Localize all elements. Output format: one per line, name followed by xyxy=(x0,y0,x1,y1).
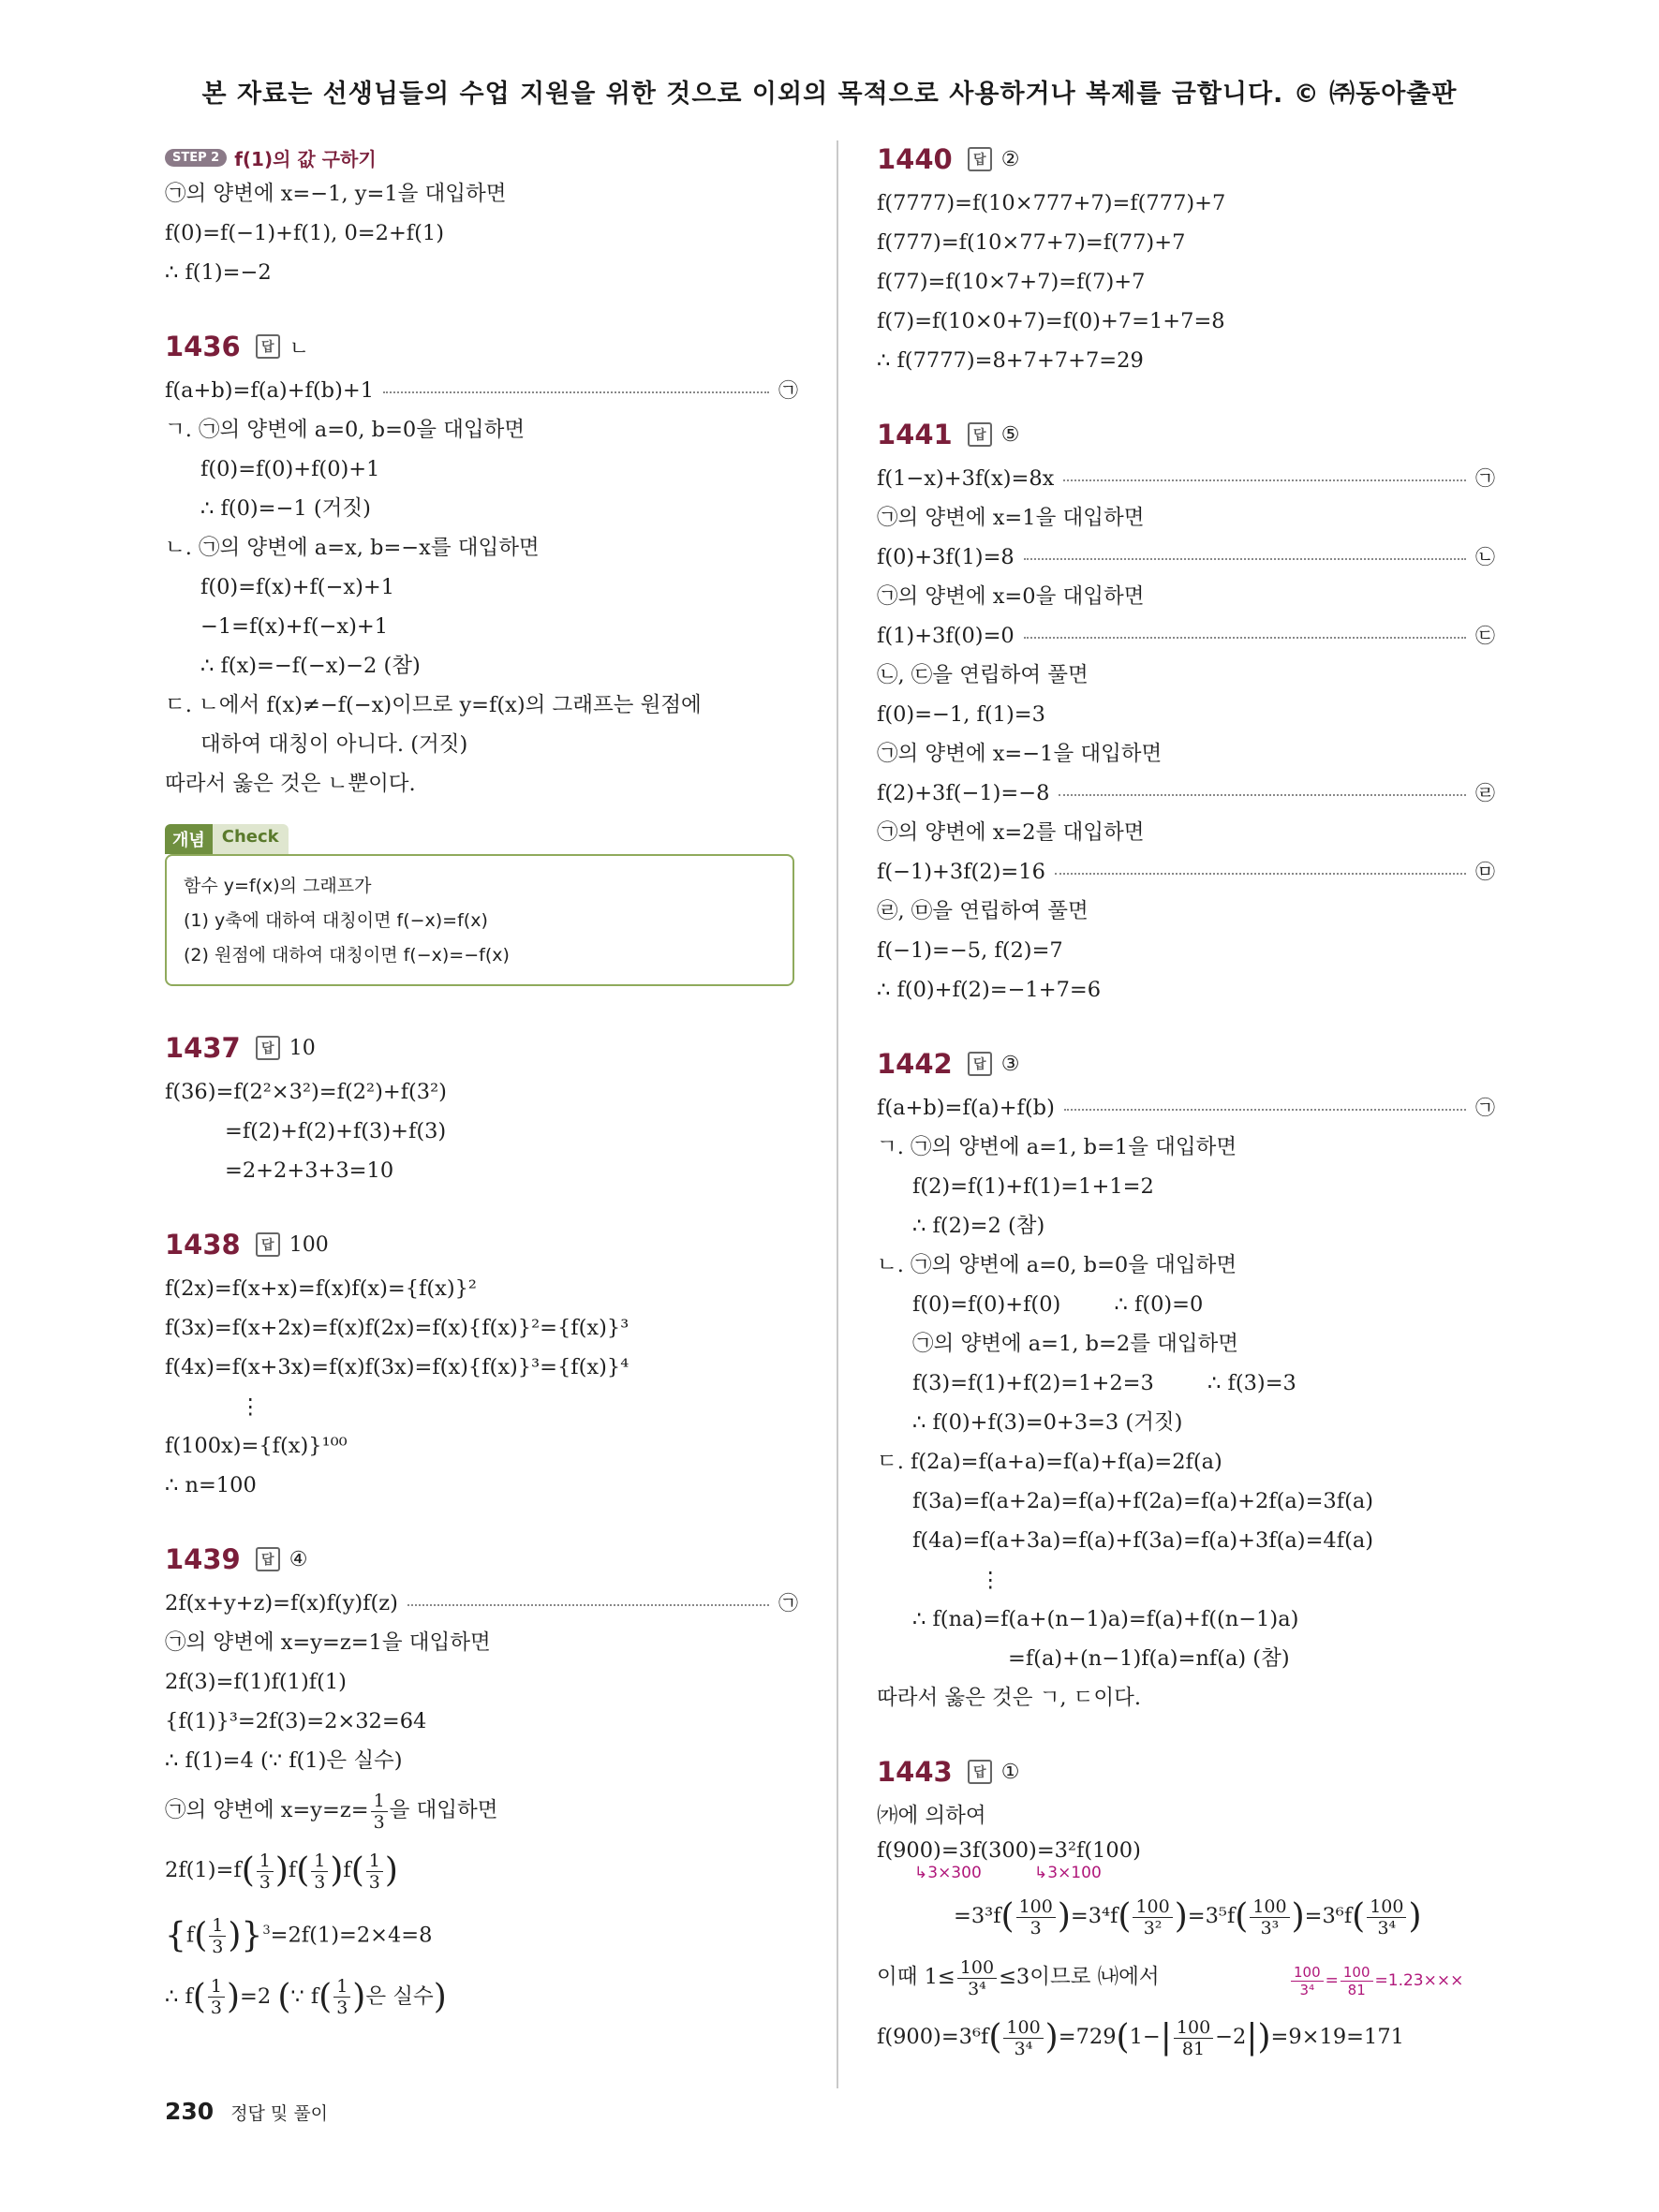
text-part: ㉠의 양변에 x=y=z= xyxy=(165,1798,369,1822)
equation: f(0)+3f(1)=8 xyxy=(877,545,1015,569)
denominator: 3⁴ xyxy=(968,1978,986,1999)
problem-number: 1438 xyxy=(165,1229,241,1261)
denominator: 3² xyxy=(1143,1917,1163,1939)
solution-line: ㄱ. ㉠의 양변에 a=1, b=1을 대입하면 xyxy=(877,1135,1237,1159)
solution-line: ㄴ. ㉠의 양변에 a=0, b=0을 대입하면 xyxy=(877,1253,1237,1277)
denominator: 3³ xyxy=(1260,1917,1280,1939)
solution-line: =2+2+3+3=10 xyxy=(225,1158,394,1183)
fraction xyxy=(1174,2017,1213,2059)
numerator: 1 xyxy=(257,1851,274,1872)
denominator: 3 xyxy=(336,1998,348,2018)
solution-line: ∴ f(2)=2 (참) xyxy=(912,1214,1045,1238)
solution-line: ∴ f(1)=−2 xyxy=(165,260,272,285)
footer-title: 정답 및 풀이 xyxy=(230,2103,329,2124)
numerator: 100 xyxy=(1367,1896,1406,1918)
text-part: =3⁶f xyxy=(1304,1904,1353,1928)
numerator: 100 xyxy=(1291,1964,1324,1982)
solution-line: ㉠의 양변에 a=1, b=2를 대입하면 xyxy=(912,1332,1239,1356)
solution-line: ㄴ. ㉠의 양변에 a=x, b=−x를 대입하면 xyxy=(165,536,540,560)
answer-value: ② xyxy=(1000,147,1020,171)
solution-line-fraction: =3³f( $\frac{100}{3}$ )=3⁴f( $\frac{100}{\text{3²}}$ )=3⁵f( $\frac{100}{\text{3³}}$ )=3⁶f( $\frac{100}{\text{3⁴}}$ ) xyxy=(954,1895,1422,1939)
concept-content xyxy=(165,854,794,986)
solution-line: f(0)=f(0)+f(0) ∴ f(0)=0 xyxy=(912,1292,1204,1317)
fraction xyxy=(1016,1896,1056,1939)
equation: f(1−x)+3f(x)=8x xyxy=(877,466,1055,491)
fraction xyxy=(333,1976,350,2018)
right-column xyxy=(877,140,1495,2068)
numerator: 100 xyxy=(1133,1896,1172,1918)
numerator: 100 xyxy=(1174,2017,1213,2039)
answer-icon: 답 xyxy=(968,1052,992,1076)
step-header xyxy=(165,140,798,174)
equation: f(−1)=−5, f(2)=7 xyxy=(877,938,1063,963)
equation: ㉠의 양변에 x=−1을 대입하면 xyxy=(877,742,1163,766)
solution-line: f(0)=f(−1)+f(1), 0=2+f(1) xyxy=(165,221,444,245)
solution-line: f(77)=f(10×7+7)=f(7)+7 xyxy=(877,270,1146,294)
fraction xyxy=(1341,1964,1373,1998)
denominator: 3 xyxy=(259,1871,271,1893)
text-part: ∵ f xyxy=(290,1983,319,2009)
concept-check-box xyxy=(165,824,798,986)
denominator: 81 xyxy=(1347,1981,1366,1998)
answer-value: 10 xyxy=(289,1036,316,1060)
solution-line: ㈎에 의하여 xyxy=(877,1804,986,1828)
answer-value: ⑤ xyxy=(1000,422,1020,447)
problem-header-1439 xyxy=(165,1541,798,1578)
equation: ㉠의 양변에 x=1을 대입하면 xyxy=(877,506,1145,530)
solution-line: 따라서 옳은 것은 ㄴ뿐이다. xyxy=(165,772,416,796)
page-number: 230 xyxy=(165,2098,215,2125)
solution-line: 대하여 대칭이 아니다. (거짓) xyxy=(200,732,468,757)
denominator: 3 xyxy=(368,1871,380,1893)
solution-line: f(3)=f(1)+f(2)=1+2=3 ∴ f(3)=3 xyxy=(912,1371,1296,1395)
leader-dots xyxy=(1064,1109,1466,1111)
problem-header-1443 xyxy=(877,1753,1495,1791)
text-part: =9×19=171 xyxy=(1270,2025,1404,2049)
fraction xyxy=(1133,1896,1172,1939)
equation-mark: ㉣ xyxy=(1475,782,1495,804)
denominator: 3 xyxy=(212,1937,224,1957)
solution-line xyxy=(877,813,1495,852)
solution-rows-1441 xyxy=(877,459,1495,1010)
solution-line xyxy=(877,734,1495,774)
fraction xyxy=(311,1851,328,1893)
column-divider xyxy=(837,140,838,2088)
equation-mark: ㉠ xyxy=(1475,1097,1495,1119)
solution-line-fraction: {f( $\frac{1}{3}$ )}$^3$=2f(1)=2×4=8 xyxy=(165,1915,433,1957)
problem-header-1442 xyxy=(877,1045,1495,1083)
annotation-text: = xyxy=(1325,1971,1339,1990)
equation: f(2)+3f(−1)=−8 xyxy=(877,781,1050,805)
solution-line-fraction: 2f(1)=f( $\frac{1}{3}$ )f( $\frac{1}{3}$ )f( $\frac{1}{3}$ ) xyxy=(165,1850,398,1893)
solution-line: ㄱ. ㉠의 양변에 a=0, b=0을 대입하면 xyxy=(165,418,526,442)
solution-line-fraction xyxy=(165,1780,798,1840)
solution-line: −1=f(x)+f(−x)+1 xyxy=(200,614,389,639)
answer-value: ㄴ xyxy=(289,336,309,361)
fraction xyxy=(1003,2017,1043,2059)
problem-number: 1440 xyxy=(877,143,953,175)
answer-icon: 답 xyxy=(256,1036,280,1060)
denominator: 3 xyxy=(373,1811,385,1833)
step-title: f(1)의 값 구하기 xyxy=(234,147,377,170)
text-part: 이때 1≤ xyxy=(877,1965,955,1989)
solution-line: f(900)=3f(300)=3²f(100) xyxy=(877,1838,1141,1863)
solution-line xyxy=(877,931,1495,970)
numerator: 100 xyxy=(957,1957,997,1979)
solution-line: ⋮ xyxy=(240,1394,261,1419)
concept-line: (2) 원점에 대하여 대칭이면 f(−x)=−f(x) xyxy=(184,945,510,966)
annotation-text: 3×300 xyxy=(927,1864,982,1882)
leader-dots xyxy=(407,1604,769,1606)
concept-tab-label: 개념 xyxy=(165,824,213,854)
solution-line: f(4x)=f(x+3x)=f(x)f(3x)=f(x){f(x)}³={f(x)}⁴ xyxy=(165,1355,630,1379)
text-part: 은 실수 xyxy=(365,1983,434,2009)
solution-line: ∴ f(1)=4 (∵ f(1)은 실수) xyxy=(165,1748,403,1773)
solution-line: f(7)=f(10×0+7)=f(0)+7=1+7=8 xyxy=(877,309,1225,333)
page-footer xyxy=(165,2098,328,2125)
denominator: 3⁴ xyxy=(1299,1981,1315,1998)
numerator: 1 xyxy=(333,1976,350,1998)
equation: f(a+b)=f(a)+f(b) xyxy=(877,1096,1055,1120)
problem-header-1441 xyxy=(877,416,1495,453)
denominator: 3 xyxy=(210,1998,222,2018)
equation: f(−1)+3f(2)=16 xyxy=(877,860,1045,884)
equation-row xyxy=(165,371,798,410)
fraction xyxy=(209,1915,226,1957)
solution-line: ∴ f(x)=−f(−x)−2 (참) xyxy=(200,654,421,678)
leader-dots xyxy=(1059,794,1466,796)
answer-icon: 답 xyxy=(256,1232,280,1257)
answer-value: ① xyxy=(1000,1760,1020,1784)
check-tab-label: Check xyxy=(213,824,289,854)
numerator: 100 xyxy=(1016,1896,1056,1918)
numerator: 1 xyxy=(208,1976,225,1998)
solution-line xyxy=(877,852,1495,892)
fraction xyxy=(1367,1896,1406,1939)
numerator: 100 xyxy=(1003,2017,1043,2039)
text-part: 을 대입하면 xyxy=(389,1798,498,1822)
solution-line-fraction: f(900)=3⁶f( $\frac{100}{\text{3⁴}}$ )=729(1−| $\frac{100}{81}$ −2|)=9×19=171 xyxy=(877,2016,1404,2059)
copyright-notice: 본 자료는 선생님들의 수업 지원을 위한 것으로 이외의 목적으로 사용하거나 복제를 금합니다. © ㈜동아출판 xyxy=(201,80,1458,109)
equation: ∴ f(0)+f(2)=−1+7=6 xyxy=(877,978,1102,1002)
solution-line: f(2x)=f(x+x)=f(x)f(x)={f(x)}² xyxy=(165,1276,477,1301)
solution-line xyxy=(877,577,1495,616)
equation-mark: ㉠ xyxy=(1475,467,1495,490)
problem-number: 1437 xyxy=(165,1032,241,1064)
answer-icon: 답 xyxy=(256,1547,280,1571)
fraction xyxy=(957,1957,997,1999)
solution-line: {f(1)}³=2f(3)=2×32=64 xyxy=(165,1709,427,1733)
solution-line: ㉠의 양변에 x=y=z=1을 대입하면 xyxy=(165,1630,491,1655)
solution-line xyxy=(877,970,1495,1010)
solution-line-fraction xyxy=(877,1947,1495,2007)
problem-number: 1441 xyxy=(877,419,953,450)
equation-mark: ㉤ xyxy=(1475,861,1495,883)
solution-line xyxy=(877,538,1495,577)
equation: f(1)+3f(0)=0 xyxy=(877,624,1015,648)
fraction xyxy=(1250,1896,1289,1939)
denominator: 3 xyxy=(314,1871,326,1893)
leader-dots xyxy=(383,391,769,393)
solution-line xyxy=(877,892,1495,931)
equation-mark: ㉠ xyxy=(778,1592,798,1615)
text-part: f(900)=3⁶f xyxy=(877,2025,989,2049)
solution-line: ⋮ xyxy=(980,1568,1001,1592)
annotation-arrow-note: ↳3×300 xyxy=(914,1864,982,1882)
solution-line: f(3a)=f(a+2a)=f(a)+f(2a)=f(a)+2f(a)=3f(a) xyxy=(912,1489,1374,1513)
annotation-text: 3×100 xyxy=(1047,1864,1102,1882)
text-part: =2f(1)=2×4=8 xyxy=(270,1923,433,1948)
equation: ㉠의 양변에 x=2를 대입하면 xyxy=(877,820,1145,845)
text-part: =3⁵f xyxy=(1187,1904,1236,1928)
left-column xyxy=(165,140,798,2028)
problem-number: 1439 xyxy=(165,1543,241,1575)
equation-mark: ㉠ xyxy=(778,379,798,402)
solution-line: f(0)=f(x)+f(−x)+1 xyxy=(200,575,395,599)
denominator: 81 xyxy=(1181,2038,1206,2059)
solution-line: 2f(3)=f(1)f(1)f(1) xyxy=(165,1670,347,1694)
step-badge: STEP 2 xyxy=(165,149,227,167)
solution-line xyxy=(877,498,1495,538)
equation-row xyxy=(877,1088,1495,1128)
solution-line-fraction: ∴ f( $\frac{1}{3}$ )=2 (∵ f( $\frac{1}{3}$ )은 실수) xyxy=(165,1976,447,2018)
numerator: 1 xyxy=(209,1915,226,1937)
denominator: 3⁴ xyxy=(1014,2038,1033,2059)
equation: 2f(x+y+z)=f(x)f(y)f(z) xyxy=(165,1591,398,1615)
solution-line: ∴ f(0)=−1 (거짓) xyxy=(200,496,371,521)
solution-line: ∴ n=100 xyxy=(165,1473,257,1497)
solution-line xyxy=(877,774,1495,813)
solution-line xyxy=(877,656,1495,695)
solution-line: ∴ f(0)+f(3)=0+3=3 (거짓) xyxy=(912,1410,1183,1435)
fraction xyxy=(371,1791,388,1833)
solution-line: f(0)=f(0)+f(0)+1 xyxy=(200,457,380,481)
problem-header-1438 xyxy=(165,1226,798,1263)
annotation-text: =1.23××× xyxy=(1374,1971,1464,1990)
denominator: 3 xyxy=(1029,1917,1042,1939)
answer-icon: 답 xyxy=(968,422,992,447)
equation-mark: ㉡ xyxy=(1475,546,1495,568)
solution-line xyxy=(877,616,1495,656)
solution-line: ∴ f(na)=f(a+(n−1)a)=f(a)+f((n−1)a) xyxy=(912,1607,1299,1631)
annotation-note xyxy=(1289,1951,1463,2011)
fraction xyxy=(366,1851,383,1893)
fraction xyxy=(1291,1964,1324,1998)
leader-dots xyxy=(1055,873,1466,875)
solution-line: f(36)=f(2²×3²)=f(2²)+f(3²) xyxy=(165,1080,447,1104)
equation-mark: ㉢ xyxy=(1475,625,1495,647)
annotation-arrow-note: ↳3×100 xyxy=(1034,1864,1102,1882)
equation: f(a+b)=f(a)+f(b)+1 xyxy=(165,378,375,403)
leader-dots xyxy=(1024,637,1466,639)
denominator: 3⁴ xyxy=(1377,1917,1397,1939)
solution-line: f(777)=f(10×77+7)=f(77)+7 xyxy=(877,230,1186,255)
leader-dots xyxy=(1063,479,1466,481)
equation: ㉡, ㉢을 연립하여 풀면 xyxy=(877,663,1089,687)
solution-line: ∴ f(7777)=8+7+7+7=29 xyxy=(877,348,1144,373)
text-part: =3⁴f xyxy=(1070,1904,1118,1928)
fraction xyxy=(257,1851,274,1893)
equation: ㉣, ㉤을 연립하여 풀면 xyxy=(877,899,1089,923)
solution-line: f(2)=f(1)+f(1)=1+1=2 xyxy=(912,1174,1154,1199)
solution-line xyxy=(877,459,1495,498)
solution-line: f(7777)=f(10×777+7)=f(777)+7 xyxy=(877,191,1226,215)
concept-line: 함수 y=f(x)의 그래프가 xyxy=(184,876,372,896)
solution-line xyxy=(877,695,1495,734)
answer-value: ④ xyxy=(289,1547,308,1571)
text-part: =3³f xyxy=(954,1904,1001,1928)
text-part: ≤3이므로 ㈏에서 xyxy=(999,1965,1160,1989)
problem-header-1437 xyxy=(165,1029,798,1067)
problem-number: 1442 xyxy=(877,1048,953,1080)
numerator: 100 xyxy=(1341,1964,1373,1982)
solution-line: f(4a)=f(a+3a)=f(a)+f(3a)=f(a)+3f(a)=4f(a) xyxy=(912,1528,1374,1553)
equation: ㉠의 양변에 x=0을 대입하면 xyxy=(877,584,1145,609)
annotation-row xyxy=(877,1865,1495,1886)
equation: f(0)=−1, f(1)=3 xyxy=(877,702,1045,727)
problem-header-1440 xyxy=(877,140,1495,178)
text-part: =2 xyxy=(239,1983,272,2009)
problem-number: 1443 xyxy=(877,1756,953,1788)
problem-header-1436 xyxy=(165,328,798,365)
solution-line: f(3x)=f(x+2x)=f(x)f(2x)=f(x){f(x)}²={f(x)}³ xyxy=(165,1316,630,1340)
numerator: 1 xyxy=(371,1791,388,1812)
solution-line: =f(a)+(n−1)f(a)=nf(a) (참) xyxy=(1008,1646,1290,1671)
numerator: 100 xyxy=(1250,1896,1289,1918)
numerator: 1 xyxy=(366,1851,383,1872)
leader-dots xyxy=(1024,558,1466,560)
answer-icon: 답 xyxy=(256,334,280,359)
fraction xyxy=(208,1976,225,2018)
solution-line: ㄷ. ㄴ에서 f(x)≠−f(−x)이므로 y=f(x)의 그래프는 원점에 xyxy=(165,693,702,717)
concept-line: (1) y축에 대하여 대칭이면 f(−x)=f(x) xyxy=(184,910,488,931)
solution-line: ㉠의 양변에 x=−1, y=1을 대입하면 xyxy=(165,182,507,206)
text-part: ∴ f xyxy=(165,1983,193,2009)
problem-number: 1436 xyxy=(165,331,241,362)
answer-icon: 답 xyxy=(968,1760,992,1784)
solution-line: ㄷ. f(2a)=f(a+a)=f(a)+f(a)=2f(a) xyxy=(877,1450,1222,1474)
concept-tab xyxy=(165,824,289,854)
solution-line: 따라서 옳은 것은 ㄱ, ㄷ이다. xyxy=(877,1686,1141,1710)
answer-value: ③ xyxy=(1000,1052,1020,1076)
equation-row xyxy=(165,1584,798,1623)
text-part: =729 xyxy=(1058,2025,1117,2049)
answer-value: 100 xyxy=(289,1232,329,1257)
text-part: 2f(1)=f xyxy=(165,1858,242,1882)
solution-line: =f(2)+f(2)+f(3)+f(3) xyxy=(225,1119,447,1143)
text-part: 1− xyxy=(1129,2025,1161,2049)
numerator: 1 xyxy=(311,1851,328,1872)
solution-line: f(100x)={f(x)}¹⁰⁰ xyxy=(165,1434,348,1458)
text-part: −2 xyxy=(1215,2025,1247,2049)
answer-icon: 답 xyxy=(968,147,992,171)
